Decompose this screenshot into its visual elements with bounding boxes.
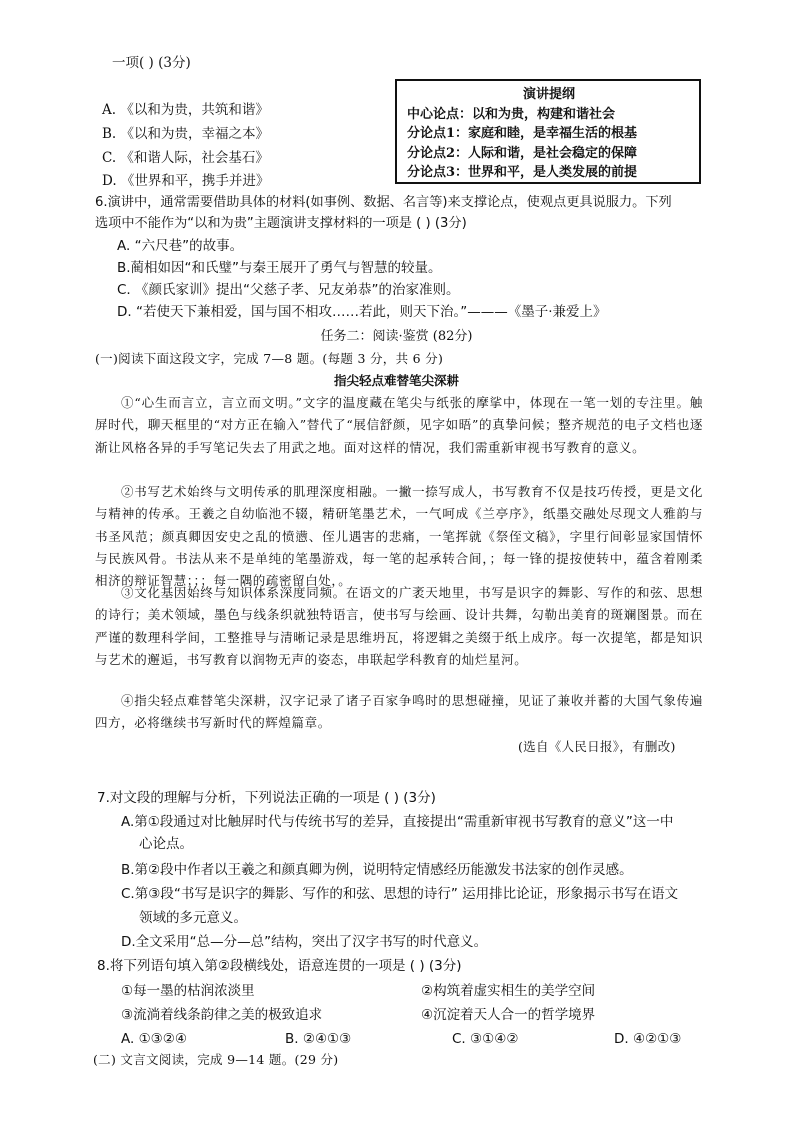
speech-outline-line: 分论点3：世界和平，是人类发展的前提 bbox=[407, 165, 638, 180]
article-paragraph-3: ③文化基因始终与知识体系深度同频。在语文的广袤天地里，书写是识字的舞影、写作的和弦、思想的诗行；美术领域，墨色与线条织就独特语言，使书写与绘画、设计共舞，勾勒出美育的斑斓图景。而在严谨的数理科学间，工整推导与清晰记录是思维坍瓦，将逻辑之美缀于纸上成序。每一次提笔，都是知识与艺术的邂逅，书写教育以润物无声的姿态，串联起学科教育的灿烂星河。 bbox=[95, 585, 703, 667]
q7-option-a-cont: 心论点。 bbox=[139, 836, 193, 852]
q7-stem: 7.对文段的理解与分析，下列说法正确的一项是 ( ) (3分) bbox=[97, 790, 436, 806]
q5-stem-tail: 一项( ) (3分) bbox=[112, 55, 191, 71]
article-source: (选自《人民日报》，有删改) bbox=[518, 739, 676, 754]
q6-option-a: A. “六尺巷”的故事。 bbox=[117, 238, 244, 254]
q8-sentence-1: ①每一墨的枯润浓淡里 bbox=[121, 983, 255, 999]
q6-option-b: B.蔺相如因“和氏璧”与秦王展开了勇气与智慧的较量。 bbox=[117, 260, 442, 276]
q7-option-b: B.第②段中作者以王羲之和颜真卿为例，说明特定情感经历能激发书法家的创作灵感。 bbox=[121, 862, 633, 878]
reading-section-1-intro: (一)阅读下面这段文字，完成 7—8 题。(每题 3 分，共 6 分) bbox=[95, 351, 444, 366]
q8-option-c: C. ③①④② bbox=[452, 1031, 519, 1047]
article-paragraph-1: ①“心生而言立，言立而文明。”文字的温度藏在笔尖与纸张的摩挲中，体现在一笔一划的专注里。触屏时代，聊天框里的“对方正在输入”替代了“展信舒颜，见字如晤”的真挚问候；整齐规范的电子文档也逐渐让风格各异的手写笔记失去了用武之地。面对这样的情况，我们需重新审视书写教育的意义。 bbox=[95, 395, 703, 455]
speech-outline-box bbox=[395, 79, 701, 184]
q6-stem-line-2: 选项中不能作为“以和为贵”主题演讲支撑材料的一项是 ( ) (3分) bbox=[95, 216, 467, 231]
q8-sentence-2: ②构筑着虚实相生的美学空间 bbox=[421, 983, 596, 999]
q6-option-c: C. 《颜氏家训》提出“父慈子孝、兄友弟恭”的治家准则。 bbox=[117, 282, 460, 298]
article-title: 指尖轻点难替笔尖深耕 bbox=[333, 373, 459, 388]
q7-option-d: D.全文采用“总—分—总”结构，突出了汉字书写的时代意义。 bbox=[121, 934, 488, 950]
q5-option-a: A. 《以和为贵，共筑和谐》 bbox=[102, 102, 269, 118]
speech-outline-line: 分论点1：家庭和睦，是幸福生活的根基 bbox=[407, 126, 638, 141]
q5-option-c: C. 《和谐人际，社会基石》 bbox=[102, 150, 269, 166]
q8-sentence-4: ④沉淀着天人合一的哲学境界 bbox=[421, 1007, 596, 1023]
task2-heading: 任务二：阅读·鉴赏 (82分) bbox=[320, 329, 473, 344]
q7-option-c-cont: 领域的多元意义。 bbox=[139, 910, 247, 926]
q6-stem-line-1: 6.演讲中，通常需要借助具体的材料(如事例、数据、名言等)来支撑论点，使观点更具说服力。下列 bbox=[95, 195, 672, 210]
speech-outline-title: 演讲提纲 bbox=[522, 87, 575, 102]
speech-outline-line: 中心论点：以和为贵，构建和谐社会 bbox=[407, 106, 616, 122]
q7-option-c: C.第③段“书写是识字的舞影、写作的和弦、思想的诗行” 运用排比论证，形象揭示书写在语文 bbox=[121, 886, 679, 902]
q8-option-a: A. ①③②④ bbox=[121, 1031, 187, 1047]
q6-option-d: D. “若使天下兼相爱，国与国不相攻……若此，则天下治。”———《墨子·兼爱上》 bbox=[117, 304, 607, 320]
q8-stem: 8.将下列语句填入第②段横线处，语意连贯的一项是 ( ) (3分) bbox=[97, 958, 462, 974]
q8-sentence-3: ③流淌着线条韵律之美的极致追求 bbox=[121, 1007, 323, 1023]
article-paragraph-2: ②书写艺术始终与文明传承的肌理深度相融。一撇一捺写成人，书写教育不仅是技巧传授，更是文化与精神的传承。王羲之自幼临池不辍，精研笔墨艺术，一气呵成《兰亭序》，纸墨交融处尽现文人雅韵与书圣风范；颜真卿因安史之乱的愤懑、侄儿遇害的悲痛，一笔挥就《祭侄文稿》，字里行间彰显家国情怀与民族风骨。书法从来不是单纯的笔墨游戏，每一笔的起承转合间，；每一锋的提按使转中，蕴含着刚柔相济的辩证智慧；；；每一隅的疏密留白处，。 bbox=[95, 484, 703, 589]
reading-section-2-heading: (二) 文言文阅读，完成 9—14 题。(29 分) bbox=[93, 1052, 339, 1067]
q8-option-b: B. ②④①③ bbox=[285, 1031, 352, 1047]
speech-outline-line: 分论点2：人际和谐，是社会稳定的保障 bbox=[407, 145, 638, 161]
q8-option-d: D. ④②①③ bbox=[614, 1031, 682, 1047]
q5-option-b: B. 《以和为贵，幸福之本》 bbox=[102, 126, 270, 142]
q7-option-a: A.第①段通过对比触屏时代与传统书写的差异，直接提出“需重新审视书写教育的意义”这一中 bbox=[121, 814, 674, 830]
article-paragraph-4: ④指尖轻点难替笔尖深耕，汉字记录了诸子百家争鸣时的思想碰撞，见证了兼收并蓄的大国气象传遍四方，必将继续书写新时代的辉煌篇章。 bbox=[95, 693, 703, 731]
q5-option-d: D. 《世界和平，携手并进》 bbox=[102, 173, 270, 189]
